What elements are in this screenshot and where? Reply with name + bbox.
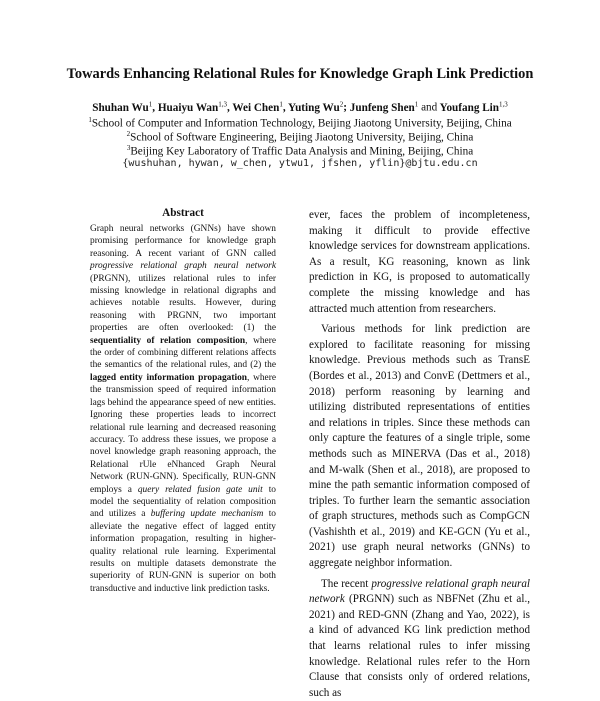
affiliation: $^3$Beijing Key Laboratory of Traffic Data Analysis and Mining, Beijing, China: [126, 144, 474, 158]
author: Junfeng Shen$^1$: [349, 100, 419, 114]
abstract-heading: Abstract: [162, 207, 204, 219]
body-paragraph: ever, faces the problem of incompleteness, making it difficult to provide effective knowledge services for downstream applications. As a result, KG reasoning, known as link prediction in KG, is proposed to automatically complete the missing knowledge and has attracted much attention from researchers.: [309, 209, 530, 315]
author: Youfang Lin$^{1,3}$: [439, 100, 508, 114]
body-paragraph: Various methods for link prediction are explored to facilitate reasoning for missing knowledge. Previous methods such as TransE (Bordes et al., 2013) and ConvE (Dettmers et al., 2018) perform reasoning by learning and utilizing distributed representations of entities and relations in triples. Since these methods can only capture the features of a single triple, some methods such as MINERVA (Das et al., 2018) and M-walk (Shen et al., 2018), are proposed to mine the path semantic information composed of triples. To further learn the semantic association of graph structures, methods such as CompGCN (Vashishth et al., 2019) and KE-GCN (Yu et al., 2021) use graph neural networks (GNNs) to aggregate neighbor information.: [309, 323, 530, 570]
author-emails: {wushuhan, hywan, w_chen, ytwu1, jfshen, yflin}@bjtu.edu.cn: [122, 158, 478, 169]
author: Wei Chen$^1$: [232, 100, 283, 114]
abstract-text: Graph neural networks (GNNs) have shown promising performance for knowledge graph reasoning. A recent variant of GNN called progressive relational graph neural network (PRGNN), utilizes relational rules to infer missing knowledge in relational digraphs and achieves notable results. However, during reasoning with PRGNN, two important properties are often overlooked: (1) the sequentiality of relation composition, where the order of combining different relations affects the semantics of the relational rules, and (2) the lagged entity information propagation, where the transmission speed of required information lags behind the appearance speed of new entities. Ignoring these properties leads to incorrect relational rule learning and decreased reasoning accuracy. To address these issues, we propose a novel knowledge graph reasoning approach, the Relational rUle eNhanced Graph Neural Network (RUN-GNN). Specifically, RUN-GNN employs a query related fusion gate unit to model the sequentiality of relation composition and utilizes a buffering update mechanism to alleviate the negative effect of lagged entity information propagation, resulting in higher-quality relational rule learning. Experimental results on multiple datasets demonstrate the superiority of RUN-GNN is superior on both transductive and inductive link prediction tasks.: [90, 224, 276, 594]
author: Yuting Wu$^2$: [288, 100, 344, 114]
paper-title: Towards Enhancing Relational Rules for Knowledge Graph Link Prediction: [66, 66, 534, 82]
affiliation: $^1$School of Computer and Information Technology, Beijing Jiaotong University, Beijing, China: [88, 116, 512, 130]
author: Huaiyu Wan$^{1,3}$: [157, 100, 227, 114]
author-list: Shuhan Wu$^1$, Huaiyu Wan$^{1,3}$, Wei Chen$^1$, Yuting Wu$^2$; Junfeng Shen$^1$ and Youfang Lin$^{1,3}$: [92, 100, 508, 114]
body-column-right: [309, 208, 530, 701]
author: Shuhan Wu$^1$: [92, 100, 153, 114]
affiliation: $^2$School of Software Engineering, Beijing Jiaotong University, Beijing, China: [126, 130, 474, 144]
body-paragraph: The recent progressive relational graph neural network (PRGNN) such as NBFNet (Zhu et al., 2021) and RED-GNN (Zhang and Yao, 2022), is a kind of advanced KG link prediction method that learns relational rules to infer missing knowledge. Relational rules refer to the Horn Clause that consists only of ordered relations, such as: [309, 577, 531, 699]
authors-and: and: [421, 101, 438, 114]
